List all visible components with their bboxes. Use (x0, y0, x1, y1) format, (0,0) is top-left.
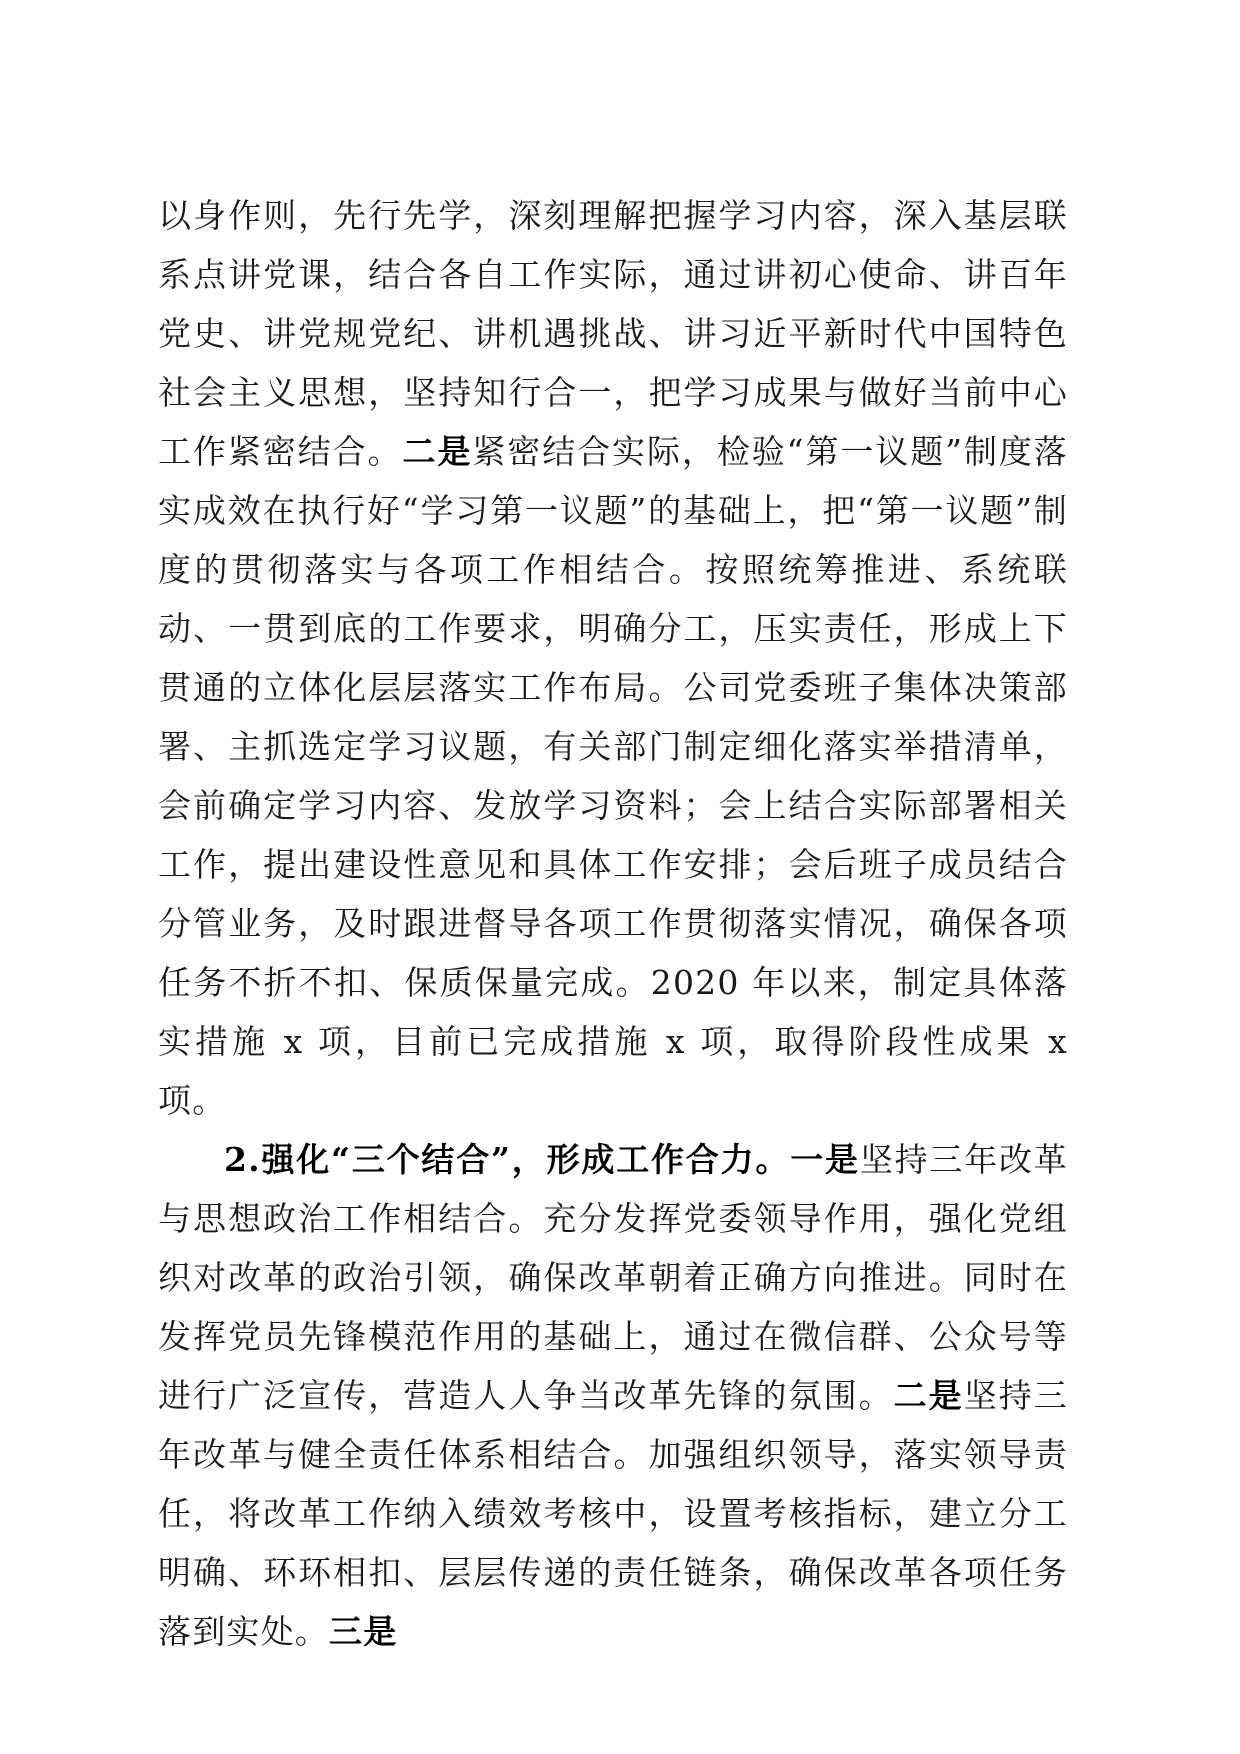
paragraph-three-combinations (158, 1130, 1068, 1661)
paragraph-text: 紧密结合实际，检验“第一议题”制度落实成效在执行好“学习第一议题”的基础上，把“第一议题”制度的贯彻落实与各项工作相结合。按照统筹推进、系统联动、一贯到底的工作要求，明确分工，压实责任，形成上下贯通的立体化层层落实工作布局。公司党委班子集体决策部署、主抓选定学习议题，有关部门制定细化落实举措清单，会前确定学习内容、发放学习资料；会上结合实际部署相关工作，提出建设性意见和具体工作安排；会后班子成员结合分管业务，及时跟进督导各项工作贯彻落实情况，确保各项任务不折不扣、保质保量完成。2020 年以来，制定具体落实措施 x 项，目前已完成措施 x 项，取得阶段性成果 x 项。 (158, 432, 1069, 1120)
paragraph-text: 以身作则，先行先学，深刻理解把握学习内容，深入基层联系点讲党课，结合各自工作实际，通过讲初心使命、讲百年党史、讲党规党纪、讲机遇挑战、讲习近平新时代中国特色社会主义思想，坚持知行合一，把学习成果与做好当前中心工作紧密结合。 (158, 196, 1068, 471)
paragraph-text: 坚持三年改革与健全责任体系相结合。加强组织领导，落实领导责任，将改革工作纳入绩效考核中，设置考核指标，建立分工明确、环环相扣、层层传递的责任链条，确保改革各项任务落到实处。 (158, 1376, 1068, 1651)
document-body (158, 186, 1068, 1661)
bold-marker-third: 三是 (329, 1612, 398, 1651)
bold-marker-second: 二是 (893, 1376, 964, 1415)
paragraph-text: 坚持三年改革与思想政治工作相结合。充分发挥党委领导作用，强化党组织对改革的政治引领，确保改革朝着正确方向推进。同时在发挥党员先锋模范作用的基础上，通过在微信群、公众号等进行广泛宣传，营造人人争当改革先锋的氛围。 (158, 1140, 1069, 1415)
bold-marker-second: 二是 (402, 432, 473, 471)
bold-marker-first: 一是 (790, 1140, 860, 1179)
paragraph-first-agenda (158, 186, 1068, 1130)
section-heading: 2.强化“三个结合”，形成工作合力。 (224, 1140, 791, 1179)
